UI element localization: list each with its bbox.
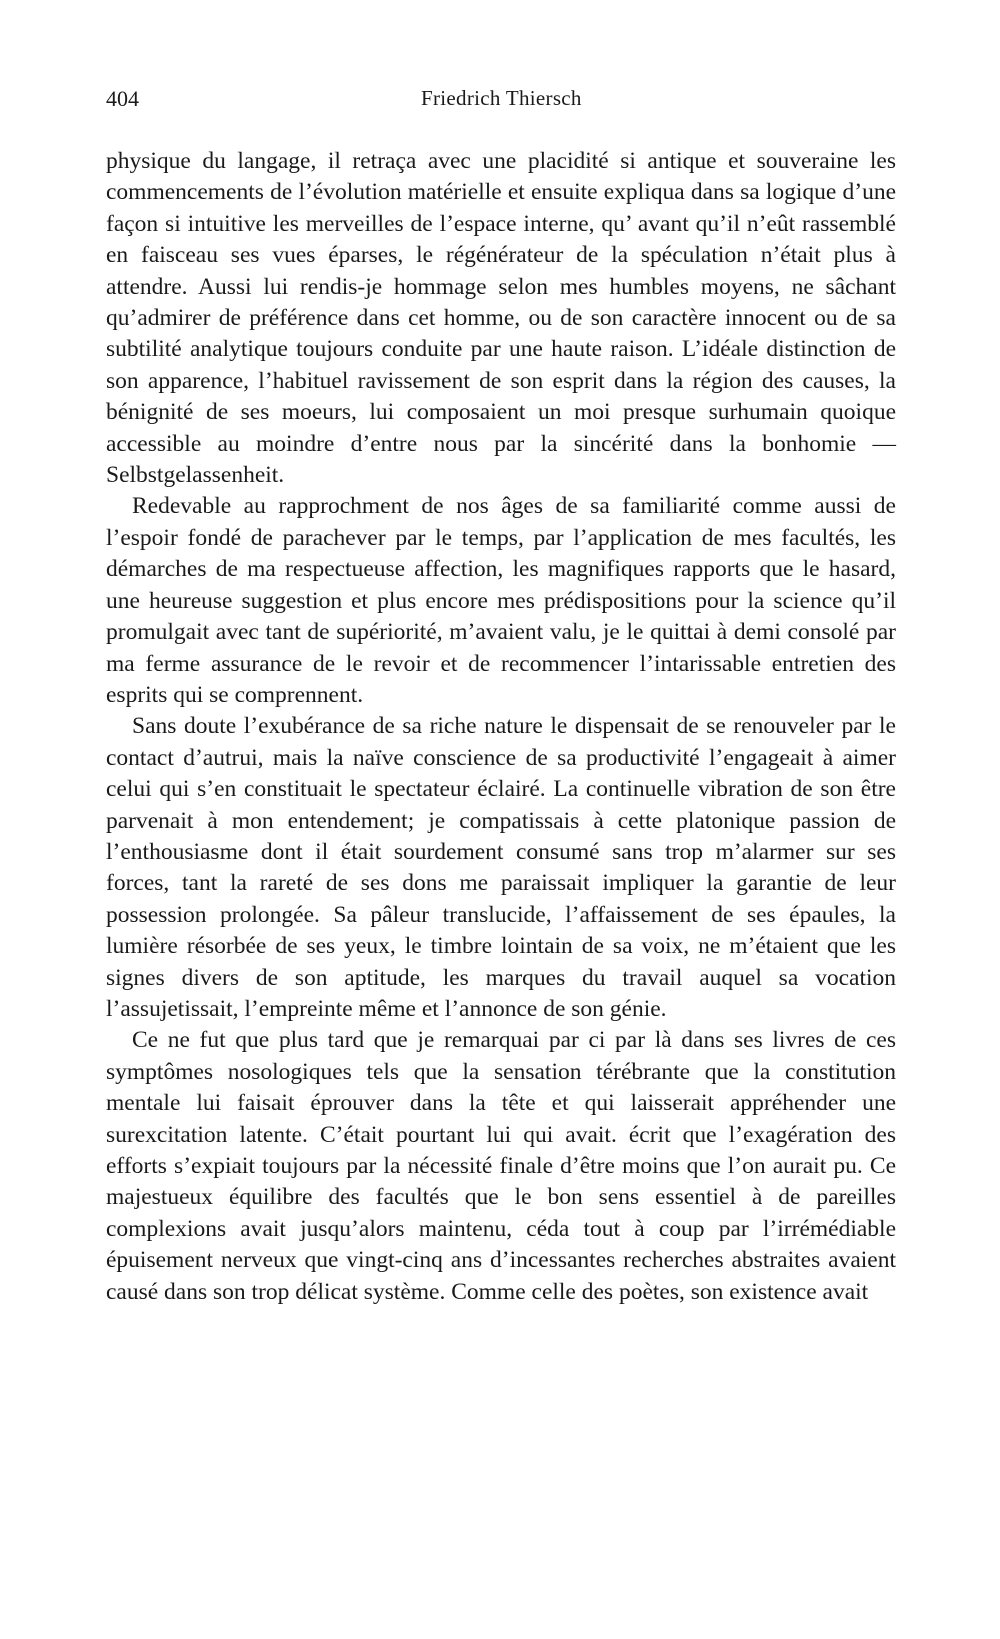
paragraph: Sans doute l’exubérance de sa riche nature le dispensait de se renouveler par le contact d’autrui, mais la naïve conscience de sa productivité l’engageait à aimer celui qui s’en constituait le spectateur éclairé. La continuelle vibration de son être parvenait à mon entendement; je compatissais à cette platonique passion de l’enthousiasme dont il était sourdement consumé sans trop m’alarmer sur ses forces, tant la rareté de ses dons me paraissait impliquer la garantie de leur possession prolongée. Sa pâleur translucide, l’affaissement de ses épaules, la lumière résorbée de ses yeux, le timbre lointain de sa voix, ne m’étaient que les signes divers de son aptitude, les marques du travail auquel sa vocation l’assujetissait, l’empreinte même et l’annonce de son génie. xyxy=(106,713,896,1022)
paragraph: Redevable au rapprochment de nos âges de sa familiarité comme aussi de l’espoir fondé de parachever par le temps, par l’application de mes facultés, les démarches de ma respectueuse affection, les magnifiques rapports que le hasard, une heureuse suggestion et plus encore mes prédispositions pour la science qu’il promulgait avec tant de supériorité, m’avaient valu, je le quittai à demi consolé par ma ferme assurance de le revoir et de recommencer l’intarissable entretien des esprits qui se comprennent. xyxy=(106,493,896,708)
paragraph: physique du langage, il retraça avec une placidité si antique et souveraine les commencements de l’évolution matérielle et ensuite expliqua dans sa logique d’une façon si intuitive les merveilles de l’espace interne, qu’ avant qu’il n’eût rassemblé en faisceau ses vues éparses, le régénérateur de la spéculation n’était plus à attendre. Aussi lui rendis-je hommage selon mes humbles moyens, ne sâchant qu’admirer de préférence dans cet homme, ou de son caractère innocent ou de sa subtilité analytique toujours conduite par une haute raison. L’idéale distinction de son apparence, l’habituel ravissement de son esprit dans la région des causes, la bénignité de ses moeurs, lui composaient un moi presque surhumain quoique accessible au moindre d’entre nous par la sincérité dans la bonhomie — Selbstgelassenheit. xyxy=(106,148,896,489)
page-number: 404 xyxy=(106,86,139,111)
running-head: Friedrich Thiersch xyxy=(421,86,582,110)
body-text xyxy=(106,146,896,1308)
paragraph: Ce ne fut que plus tard que je remarquai par ci par là dans ses livres de ces symptômes nosologiques tels que la sensation térébrante que la constitution mentale lui faisait éprouver dans la tête et qui laisserait appréhender une surexcitation latente. C’était pourtant lui qui avait. écrit que l’exagération des efforts s’expiait toujours par la nécessité finale d’être moins que l’on aurait pu. Ce majestueux équilibre des facultés que le bon sens essentiel à de pareilles complexions avait jusqu’alors maintenu, céda tout à coup par l’irrémédiable épuisement nerveux que vingt-cinq ans d’incessantes recherches abstraites avaient causé dans son trop délicat système. Comme celle des poètes, son existence avait xyxy=(106,1027,896,1305)
page-header xyxy=(106,86,896,122)
